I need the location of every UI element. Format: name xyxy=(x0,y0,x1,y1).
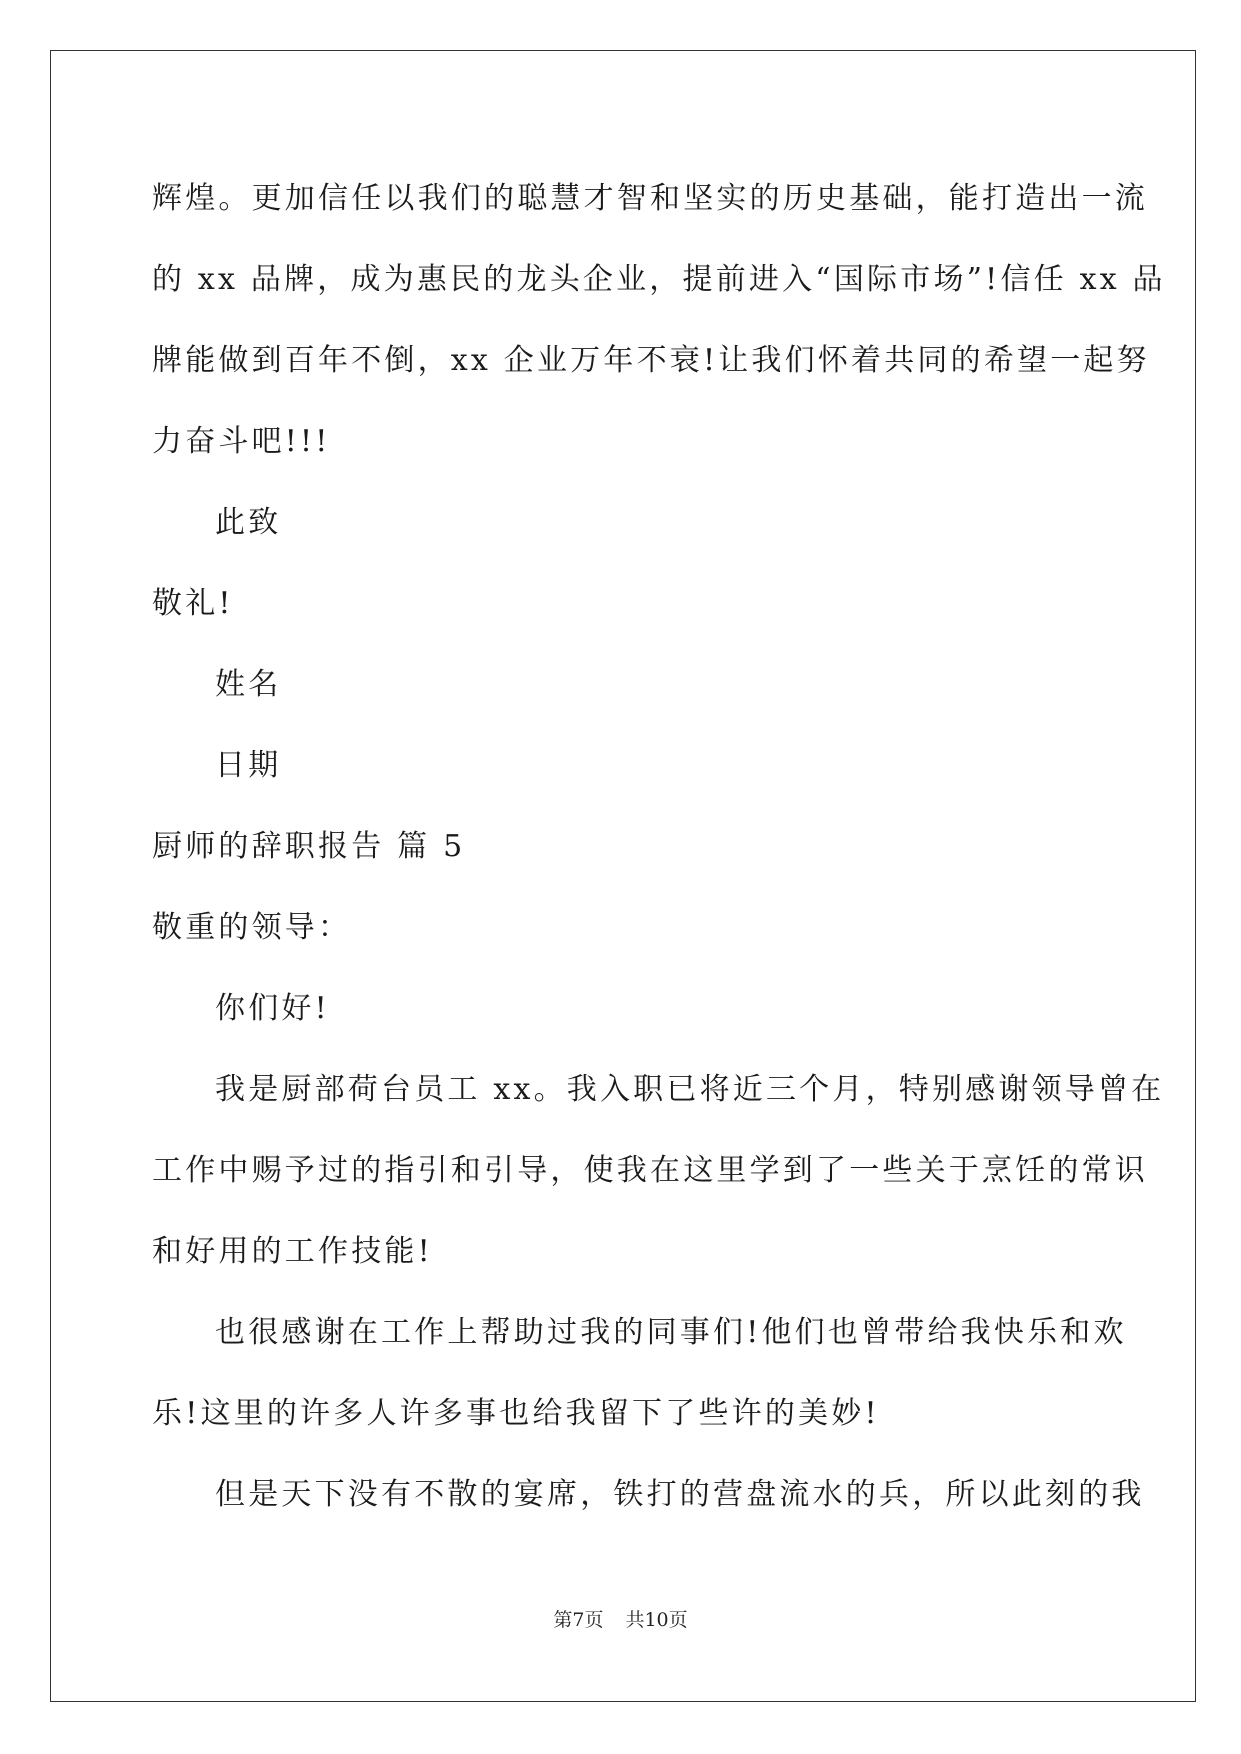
body-line: 也很感谢在工作上帮助过我的同事们!他们也曾带给我快乐和欢 xyxy=(215,1315,1127,1350)
document-body xyxy=(152,158,1166,1535)
page-number: 第7页 xyxy=(553,1609,604,1631)
page-total: 共10页 xyxy=(625,1609,688,1631)
body-line: 乐!这里的许多人许多事也给我留下了些许的美妙! xyxy=(152,1396,880,1431)
signature-date: 日期 xyxy=(215,748,282,783)
section-heading: 厨师的辞职报告 篇 5 xyxy=(152,829,466,864)
body-line: 辉煌。更加信任以我们的聪慧才智和坚实的历史基础，能打造出一流 xyxy=(152,181,1148,216)
signature-name: 姓名 xyxy=(215,667,282,702)
body-line: 我是厨部荷台员工 xx。我入职已将近三个月，特别感谢领导曾在 xyxy=(215,1072,1165,1107)
body-line: 的 xx 品牌，成为惠民的龙头企业，提前进入“国际市场”!信任 xx 品 xyxy=(152,262,1166,297)
body-line: 和好用的工作技能! xyxy=(152,1234,433,1269)
body-line: 但是天下没有不散的宴席，铁打的营盘流水的兵，所以此刻的我 xyxy=(215,1477,1145,1512)
closing-salutation: 此致 xyxy=(215,505,282,540)
closing-regards: 敬礼! xyxy=(152,586,234,621)
body-line: 力奋斗吧!!! xyxy=(152,424,331,459)
body-line: 工作中赐予过的指引和引导，使我在这里学到了一些关于烹饪的常识 xyxy=(152,1153,1148,1188)
page-footer xyxy=(0,1605,1241,1632)
greeting: 你们好! xyxy=(215,991,330,1026)
greeting-recipient: 敬重的领导： xyxy=(152,910,352,945)
body-line: 牌能做到百年不倒，xx 企业万年不衰!让我们怀着共同的希望一起努 xyxy=(152,343,1150,378)
